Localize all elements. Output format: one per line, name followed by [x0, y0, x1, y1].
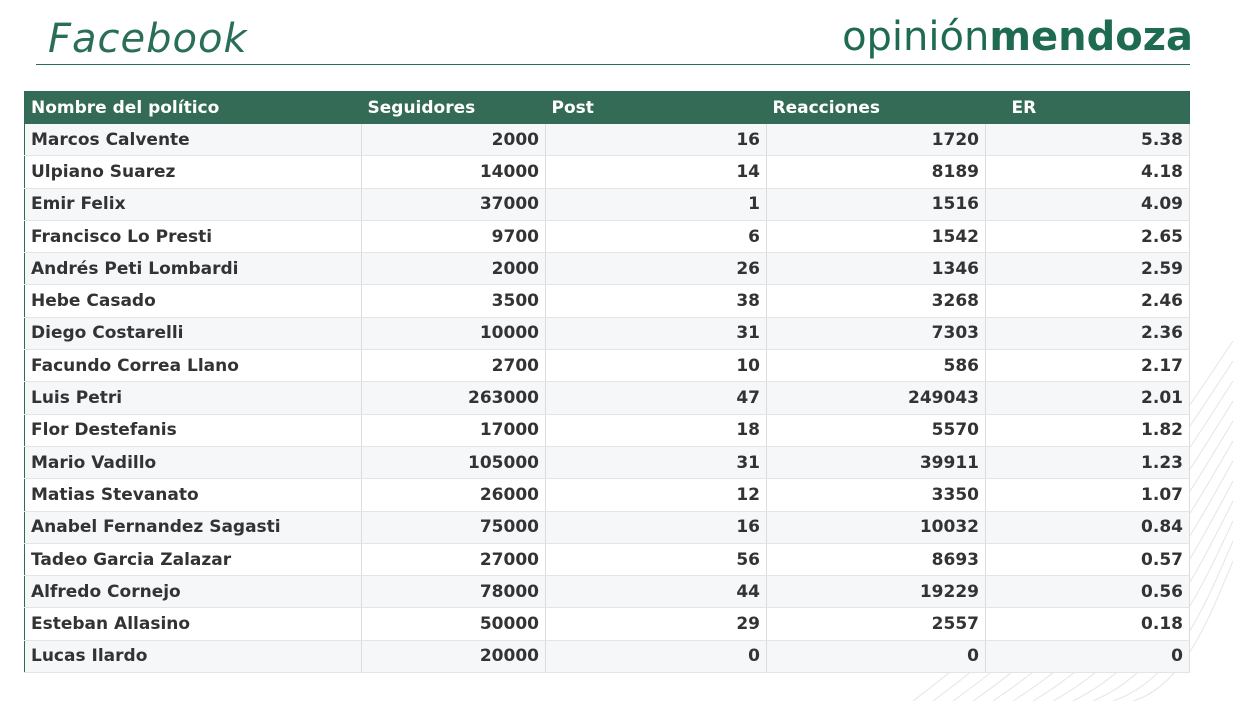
cell-posts: 31 — [546, 446, 767, 478]
cell-name: Matias Stevanato — [25, 479, 362, 511]
table-row — [25, 479, 1190, 511]
cell-followers: 37000 — [362, 188, 546, 220]
cell-reactions: 586 — [767, 350, 986, 382]
cell-followers: 27000 — [362, 543, 546, 575]
table-row — [25, 253, 1190, 285]
cell-reactions: 8189 — [767, 156, 986, 188]
cell-posts: 12 — [546, 479, 767, 511]
table-row — [25, 608, 1190, 640]
cell-reactions: 8693 — [767, 543, 986, 575]
cell-followers: 14000 — [362, 156, 546, 188]
cell-posts: 18 — [546, 414, 767, 446]
cell-followers: 50000 — [362, 608, 546, 640]
cell-followers: 78000 — [362, 576, 546, 608]
cell-name: Ulpiano Suarez — [25, 156, 362, 188]
table-header-row — [25, 92, 1190, 125]
cell-posts: 0 — [546, 640, 767, 672]
cell-name: Andrés Peti Lombardi — [25, 253, 362, 285]
cell-er: 1.23 — [986, 446, 1190, 478]
cell-followers: 26000 — [362, 479, 546, 511]
cell-er: 0.84 — [986, 511, 1190, 543]
table-row — [25, 576, 1190, 608]
brand-logo-light: opinión — [842, 14, 990, 60]
cell-er: 1.07 — [986, 479, 1190, 511]
cell-reactions: 39911 — [767, 446, 986, 478]
cell-posts: 16 — [546, 511, 767, 543]
cell-reactions: 10032 — [767, 511, 986, 543]
cell-reactions: 2557 — [767, 608, 986, 640]
cell-er: 4.09 — [986, 188, 1190, 220]
cell-posts: 56 — [546, 543, 767, 575]
cell-posts: 6 — [546, 220, 767, 252]
cell-name: Marcos Calvente — [25, 124, 362, 156]
cell-reactions: 19229 — [767, 576, 986, 608]
cell-er: 2.65 — [986, 220, 1190, 252]
cell-reactions: 1720 — [767, 124, 986, 156]
cell-reactions: 3350 — [767, 479, 986, 511]
cell-followers: 2000 — [362, 253, 546, 285]
table-row — [25, 285, 1190, 317]
table-row — [25, 350, 1190, 382]
cell-reactions: 1516 — [767, 188, 986, 220]
cell-reactions: 5570 — [767, 414, 986, 446]
cell-reactions: 249043 — [767, 382, 986, 414]
cell-posts: 38 — [546, 285, 767, 317]
cell-followers: 9700 — [362, 220, 546, 252]
cell-followers: 75000 — [362, 511, 546, 543]
cell-reactions: 1542 — [767, 220, 986, 252]
cell-posts: 16 — [546, 124, 767, 156]
cell-er: 4.18 — [986, 156, 1190, 188]
header-divider — [36, 64, 1190, 65]
cell-name: Esteban Allasino — [25, 608, 362, 640]
cell-posts: 1 — [546, 188, 767, 220]
table-row — [25, 156, 1190, 188]
cell-er: 0 — [986, 640, 1190, 672]
column-header-name: Nombre del político — [25, 92, 362, 125]
cell-posts: 44 — [546, 576, 767, 608]
column-header-reactions: Reacciones — [767, 92, 986, 125]
cell-name: Flor Destefanis — [25, 414, 362, 446]
table-body — [25, 124, 1190, 673]
cell-followers: 263000 — [362, 382, 546, 414]
cell-er: 0.57 — [986, 543, 1190, 575]
cell-posts: 10 — [546, 350, 767, 382]
cell-er: 2.17 — [986, 350, 1190, 382]
cell-posts: 47 — [546, 382, 767, 414]
cell-followers: 2700 — [362, 350, 546, 382]
cell-name: Facundo Correa Llano — [25, 350, 362, 382]
cell-er: 2.46 — [986, 285, 1190, 317]
cell-reactions: 3268 — [767, 285, 986, 317]
politicians-table — [24, 91, 1190, 673]
table-row — [25, 317, 1190, 349]
cell-er: 2.59 — [986, 253, 1190, 285]
table-row — [25, 511, 1190, 543]
cell-er: 0.56 — [986, 576, 1190, 608]
cell-followers: 3500 — [362, 285, 546, 317]
cell-reactions: 0 — [767, 640, 986, 672]
cell-reactions: 1346 — [767, 253, 986, 285]
cell-posts: 31 — [546, 317, 767, 349]
brand-logo-bold: mendoza — [989, 14, 1193, 60]
cell-posts: 29 — [546, 608, 767, 640]
cell-name: Francisco Lo Presti — [25, 220, 362, 252]
table-row — [25, 124, 1190, 156]
cell-name: Tadeo Garcia Zalazar — [25, 543, 362, 575]
brand-logo — [842, 14, 1193, 60]
cell-followers: 17000 — [362, 414, 546, 446]
cell-name: Anabel Fernandez Sagasti — [25, 511, 362, 543]
table-row — [25, 382, 1190, 414]
cell-posts: 14 — [546, 156, 767, 188]
column-header-followers: Seguidores — [362, 92, 546, 125]
cell-name: Mario Vadillo — [25, 446, 362, 478]
table-row — [25, 414, 1190, 446]
page-title: Facebook — [48, 16, 248, 62]
cell-er: 1.82 — [986, 414, 1190, 446]
table-row — [25, 220, 1190, 252]
table-row — [25, 640, 1190, 672]
table-row — [25, 543, 1190, 575]
cell-er: 2.36 — [986, 317, 1190, 349]
cell-followers: 105000 — [362, 446, 546, 478]
cell-followers: 2000 — [362, 124, 546, 156]
cell-er: 5.38 — [986, 124, 1190, 156]
table-row — [25, 446, 1190, 478]
column-header-posts: Post — [546, 92, 767, 125]
table-row — [25, 188, 1190, 220]
cell-er: 0.18 — [986, 608, 1190, 640]
cell-name: Luis Petri — [25, 382, 362, 414]
cell-er: 2.01 — [986, 382, 1190, 414]
cell-name: Emir Felix — [25, 188, 362, 220]
cell-name: Hebe Casado — [25, 285, 362, 317]
cell-name: Diego Costarelli — [25, 317, 362, 349]
cell-name: Alfredo Cornejo — [25, 576, 362, 608]
cell-reactions: 7303 — [767, 317, 986, 349]
cell-name: Lucas Ilardo — [25, 640, 362, 672]
cell-posts: 26 — [546, 253, 767, 285]
cell-followers: 20000 — [362, 640, 546, 672]
cell-followers: 10000 — [362, 317, 546, 349]
column-header-er: ER — [986, 92, 1190, 125]
